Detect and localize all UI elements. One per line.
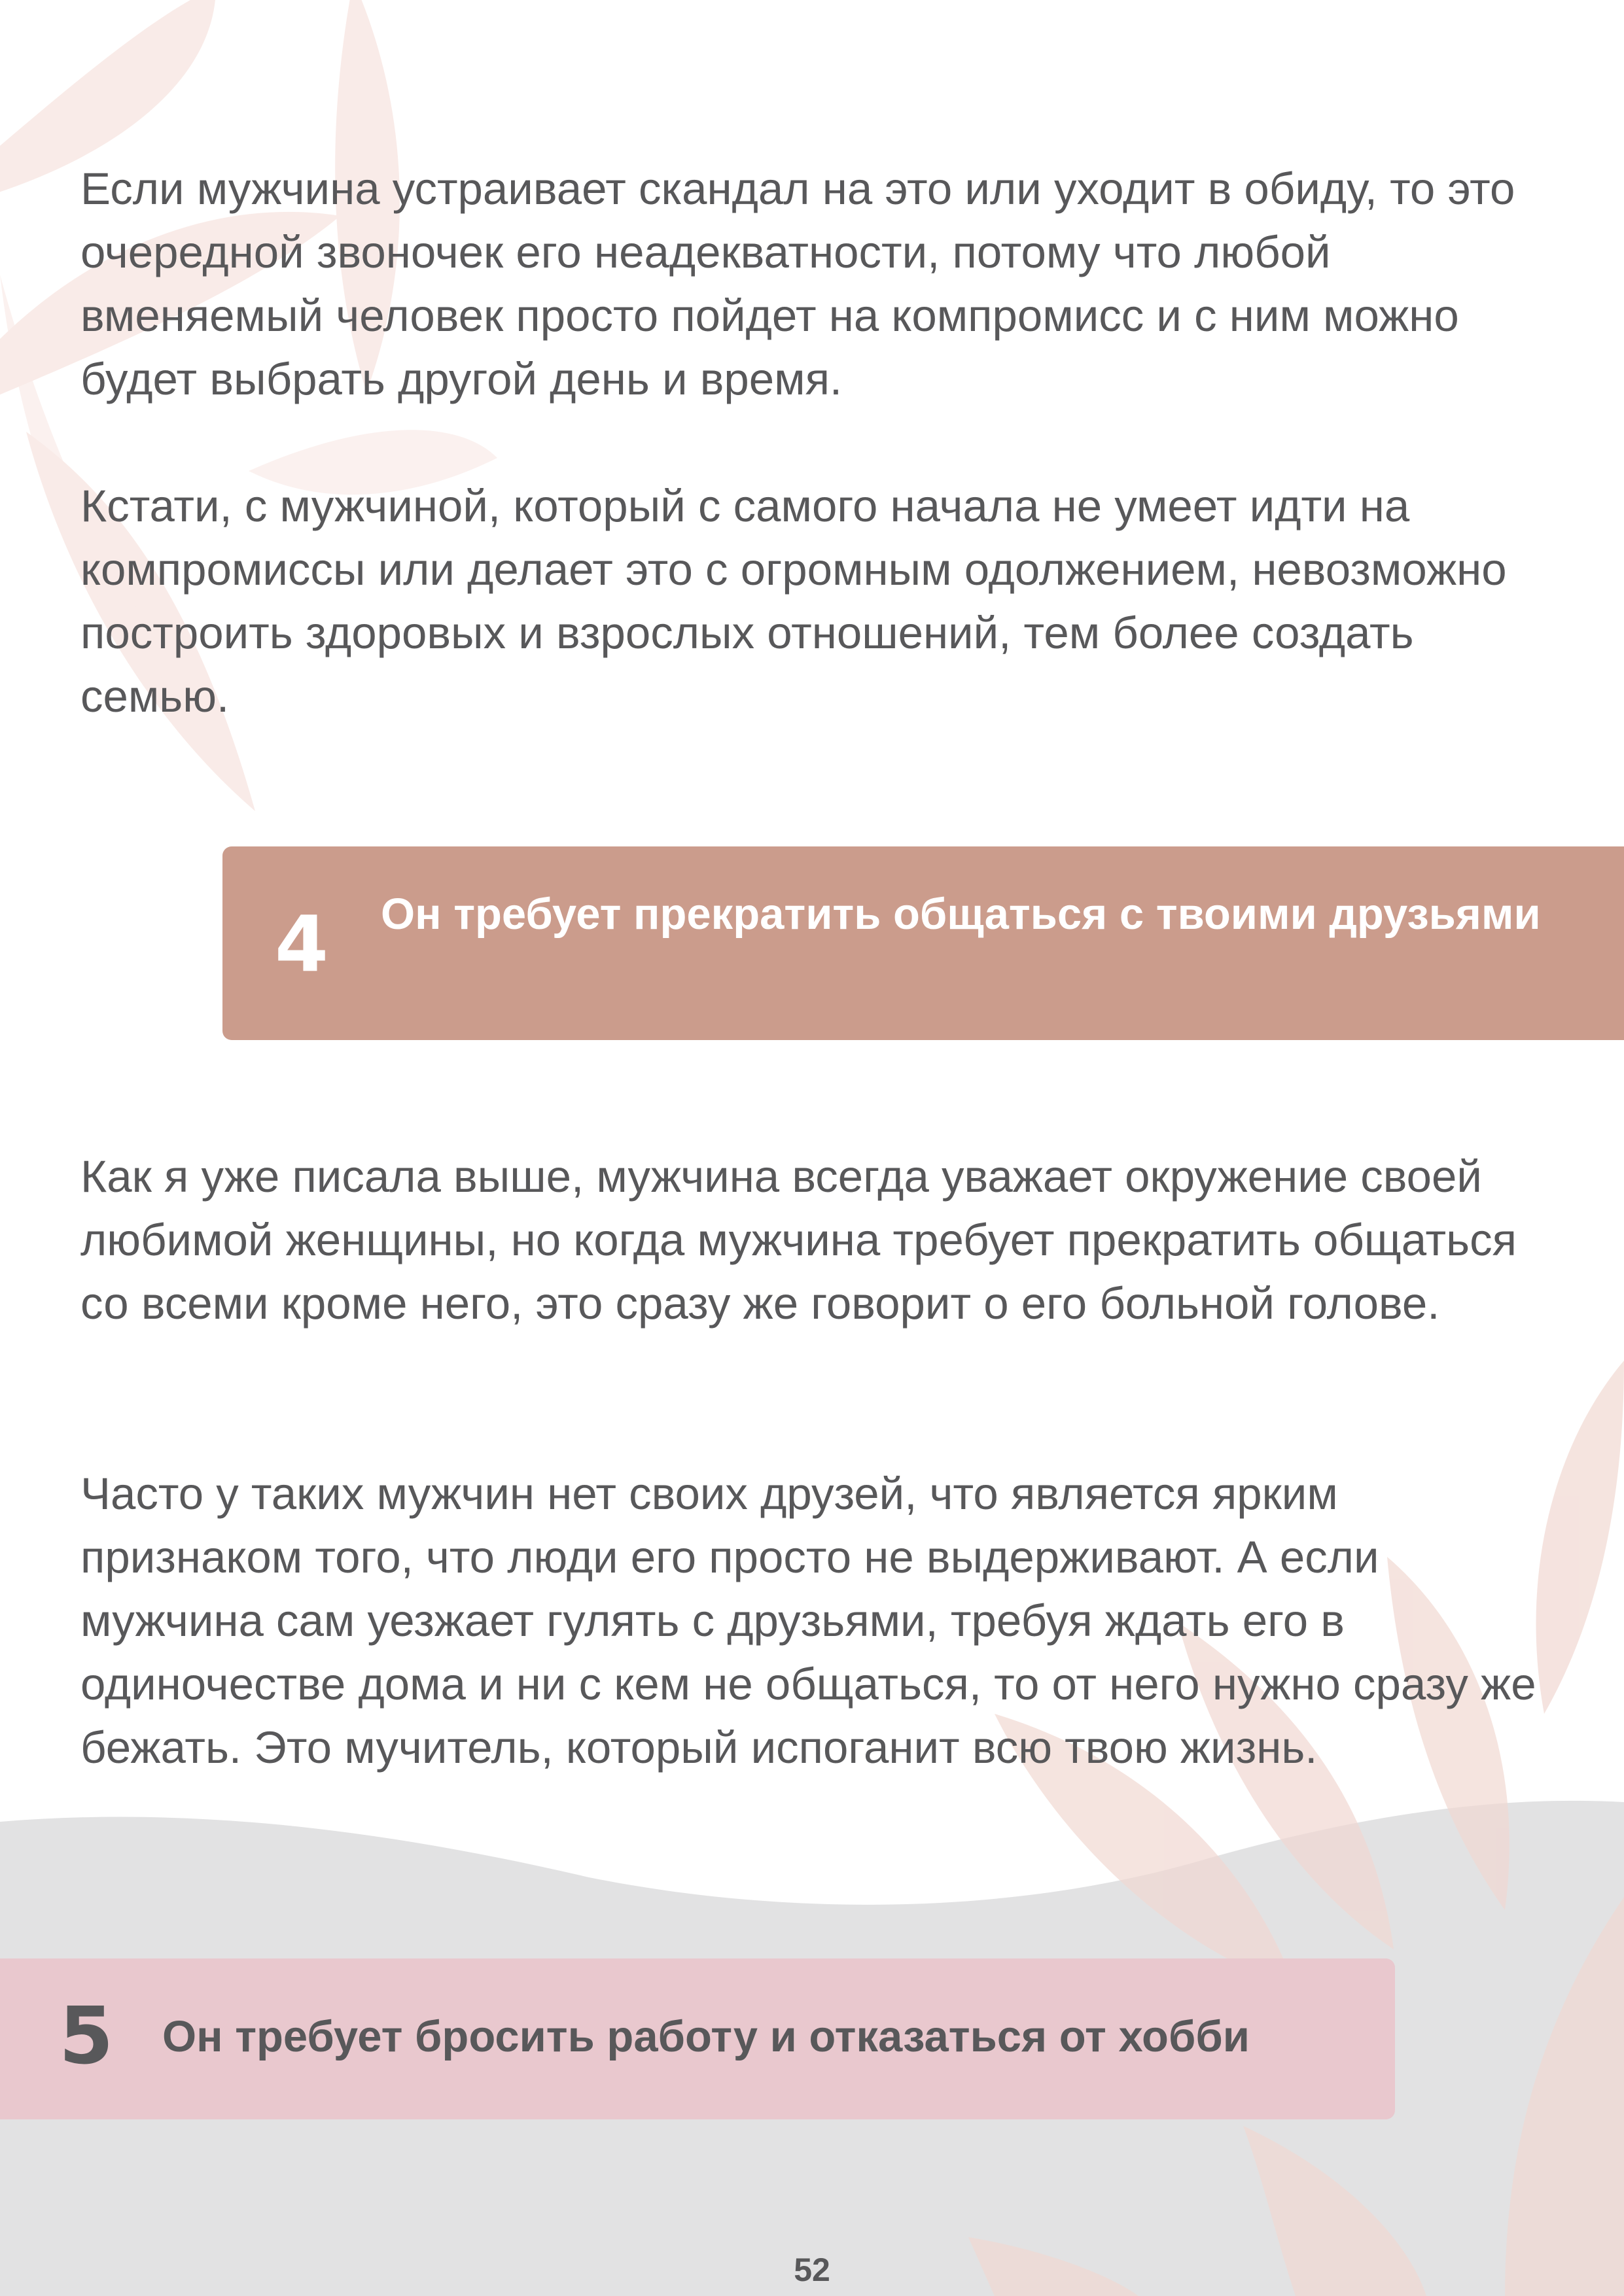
section-heading: Он требует бросить работу и отказаться от хобби [162, 2012, 1250, 2061]
section-number: 4 [275, 899, 329, 989]
section-4-banner [222, 846, 1624, 1040]
page-number: 52 [794, 2252, 830, 2288]
section-5-banner [0, 1958, 1395, 2119]
section-heading: Он требует прекратить общаться с твоими друзьями [381, 890, 1541, 939]
section-number: 5 [59, 1991, 114, 2082]
body-paragraph: Часто у таких мужчин нет своих друзей, что является ярким признаком того, что люди его просто не выдерживают. А если мужчина сам уезжает гулять с друзьями, требуя ждать его в одиночестве дома и ни с кем не общаться, то от него нужно сразу же бежать. Это мучитель, который испоганит всю твою жизнь. [80, 1469, 1536, 1773]
body-paragraph: Кстати, с мужчиной, который с самого начала не умеет идти на компромиссы или делает это с огромным одолжением, невозможно построить здоровых и взрослых отношений, тем более создать семью. [80, 481, 1507, 722]
body-paragraph: Как я уже писала выше, мужчина всегда уважает окружение своей любимой женщины, но когда мужчина требует прекратить общаться со всеми кроме него, это сразу же говорит о его больной голове. [80, 1151, 1517, 1329]
body-paragraph: Если мужчина устраивает скандал на это или уходит в обиду, то это очередной звоночек его неадекватности, потому что любой вменяемый человек просто пойдет на компромисс и с ним можно будет выбрать другой день и время. [80, 164, 1515, 404]
